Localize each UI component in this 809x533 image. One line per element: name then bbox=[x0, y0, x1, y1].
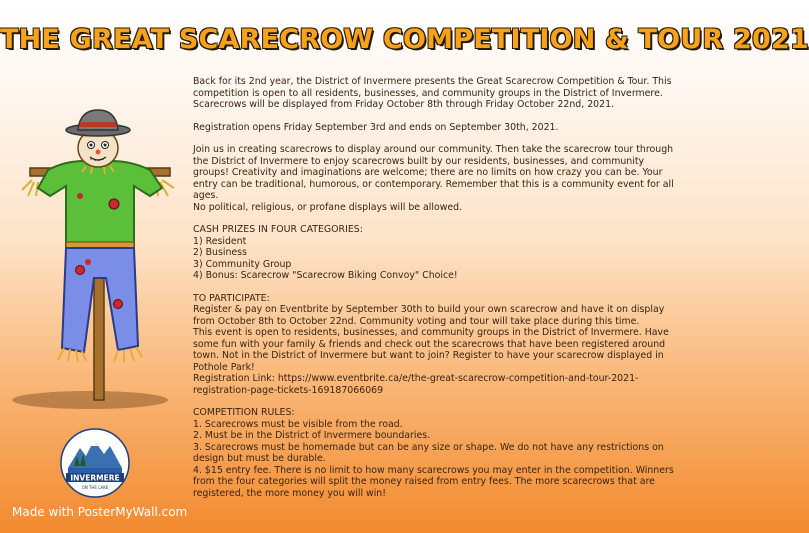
registration-paragraph: Registration opens Friday September 3rd and ends on September 30th, 2021. bbox=[193, 121, 559, 133]
poster-title: THE GREAT SCARECROW COMPETITION & TOUR 2021 bbox=[0, 24, 809, 55]
rules-heading: COMPETITION RULES: bbox=[193, 407, 295, 418]
join-text: Join us in creating scarecrows to display around our community. Then take the scarecrow tour through the District of Invermere to enjoy scarecrows built by our residents, businesses, and community groups! Creativity and imaginations are welcome; there are no limits on how crazy you can be. Your entry can be traditional, humorous, or contemporary. Remember that this is a community event for all ages. bbox=[193, 144, 674, 201]
participate-register: Register & pay on Eventbrite by September 30th to build your own scarecrow and have it on display from October 8th to October 22nd. Community voting and tour will take place during this time. bbox=[193, 304, 665, 327]
rules-section bbox=[193, 407, 679, 499]
watermark: Made with PosterMyWall.com bbox=[12, 505, 188, 519]
categories-heading: CASH PRIZES IN FOUR CATEGORIES: bbox=[193, 224, 363, 235]
registration-link[interactable]: Registration Link: https://www.eventbrite.ca/e/the-great-scarecrow-competition-and-tour-2021-registration-page-tickets-169187066069 bbox=[193, 373, 639, 396]
logo-subtext: ON THE LAKE bbox=[81, 485, 109, 490]
join-paragraph bbox=[193, 144, 679, 213]
intro-paragraph: Back for its 2nd year, the District of Invermere presents the Great Scarecrow Competition & Tour. This competition is open to all residents, businesses, and community groups in the District of Invermere. Scarecrows will be displayed from Friday October 8th through Friday October 22nd, 2021. bbox=[193, 76, 672, 110]
category-item: 2) Business bbox=[193, 247, 247, 258]
rule-item: 3. Scarecrows must be homemade but can be any size or shape. We do not have any restrictions on design but must be durable. bbox=[193, 441, 664, 464]
category-item: 4) Bonus: Scarecrow "Scarecrow Biking Convoy" Choice! bbox=[193, 270, 458, 281]
participate-open: This event is open to residents, businesses, and community groups in the District of Invermere. Have some fun with your family & friends and check out the scarecrows that have been registered around town. Not in the District of Invermere but want to join? Register to have your scarecrow displayed in Pothole Park! bbox=[193, 327, 669, 373]
rule-item: 1. Scarecrows must be visible from the road. bbox=[193, 418, 403, 430]
no-political-text: No political, religious, or profane displays will be allowed. bbox=[193, 201, 463, 213]
poster-body bbox=[193, 76, 679, 510]
categories-section bbox=[193, 224, 679, 282]
logo-text: INVERMERE bbox=[70, 473, 120, 483]
rule-item: 2. Must be in the District of Invermere boundaries. bbox=[193, 430, 431, 441]
category-item: 3) Community Group bbox=[193, 258, 292, 270]
participate-section bbox=[193, 293, 679, 397]
rule-item: 4. $15 entry fee. There is no limit to how many scarecrows you may enter in the competition. Winners from the four categories will split the money raised from entry fees. The more scarecrows that are registered, the more money you will win! bbox=[193, 464, 674, 499]
invermere-logo bbox=[60, 428, 130, 498]
category-item: 1) Resident bbox=[193, 235, 247, 247]
participate-heading: TO PARTICIPATE: bbox=[193, 292, 270, 304]
scarecrow-icon bbox=[10, 108, 186, 412]
